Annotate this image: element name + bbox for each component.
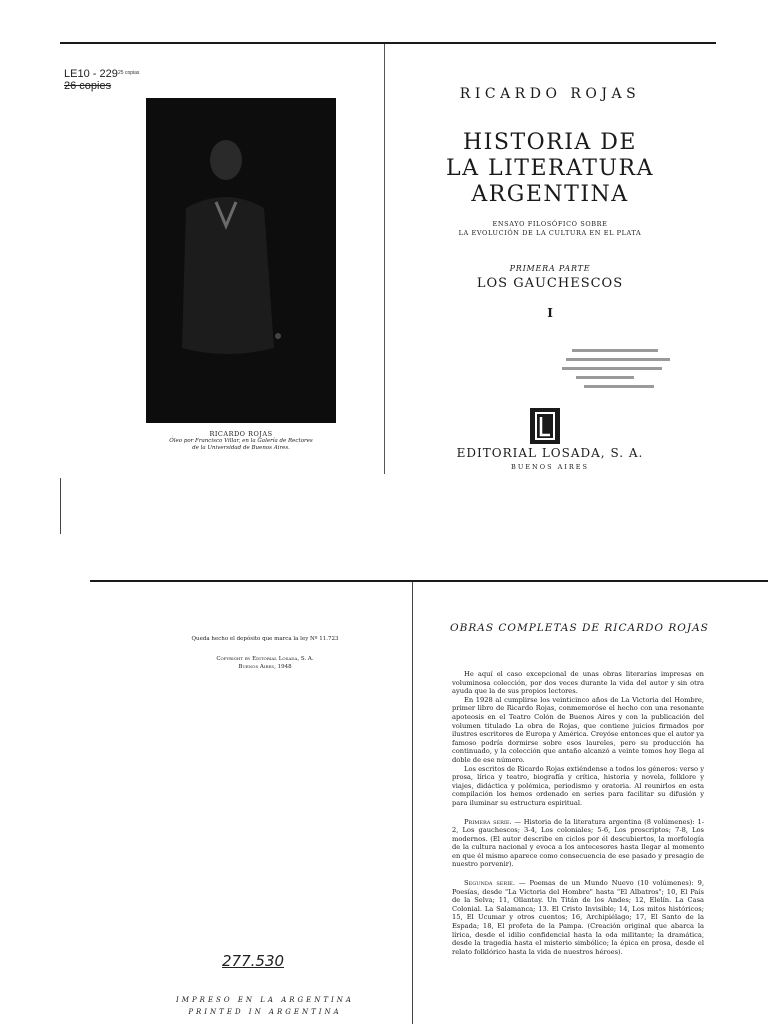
works-paragraph-series-2: Segunda serie. — Poemas de un Mundo Nuevo (10 volúmenes): 9, Poesías, desde "La Victoria del Hombre" hasta "El Albatros"; 10, El País de la Selva; 11, Ollantay. Un Titán de los Andes; 12, Elelín. La Casa Colonial. La Salamanca; 13. El Cristo Invisible; 14, Los mitos históricos; 15, El Ucumar y otros cuentos; 16, Archipiélago; 17, El Santo de la Espada; 18, El profeta de la Pampa. (Creación original que abarca la lírica, desde el idilio confidencial hasta la oda militante; la dramática, desde la tragedia hasta el misterio simbólico; la épica en prosa, desde el relato folklórico hasta la vida de nuestros héroes). bbox=[452, 879, 704, 956]
book-subtitle: ENSAYO FILOSÓFICO SOBRE LA EVOLUCIÓN DE LA CULTURA EN EL PLATA bbox=[458, 220, 642, 237]
portrait-caption-credit: Óleo por Francisco Villar, en la Galería de Rectores de la Universidad de Buenos Aires. bbox=[169, 438, 313, 451]
copies-struck: 26 copies bbox=[64, 80, 112, 92]
copyright-line: Copyright by Editorial Losada, S. A. bbox=[216, 656, 314, 662]
call-number: LE10 - 229 bbox=[64, 68, 118, 80]
bottom-edge-rule bbox=[90, 580, 768, 582]
works-body bbox=[452, 670, 704, 956]
copies-small: 25 copias bbox=[118, 70, 140, 76]
book-title: HISTORIA DE LA LITERATURA ARGENTINA bbox=[446, 130, 654, 207]
part-label: PRIMERA PARTE bbox=[509, 264, 591, 273]
handwritten-accession-number: 277.530 bbox=[222, 952, 285, 970]
top-spread-gutter bbox=[384, 44, 385, 474]
publisher-logo bbox=[530, 408, 560, 444]
portrait-caption-name: RICARDO ROJAS bbox=[209, 430, 273, 438]
works-paragraph: Los escritos de Ricardo Rojas extiéndense a todos los géneros: verso y prosa, lírica y teatro, biografía y crítica, historia y novela, folklore y viajes, didáctica y polémica, periodismo y oratoria. Al reunirlos en esta compilación los hemos ordenado en series para facilitar su difusión y para iluminar su estructura espiritual. bbox=[452, 764, 704, 807]
copyright-place-year: Buenos Aires, 1948 bbox=[238, 664, 292, 670]
top-edge-rule bbox=[60, 42, 716, 44]
volume-number: I bbox=[547, 306, 553, 320]
works-heading: OBRAS COMPLETAS DE RICARDO ROJAS bbox=[450, 622, 709, 634]
left-edge-mark bbox=[60, 478, 61, 534]
series-title: LOS GAUCHESCOS bbox=[476, 276, 624, 291]
author-portrait bbox=[146, 98, 336, 423]
bottom-spread-gutter bbox=[412, 582, 413, 1024]
printed-in-spanish: IMPRESO EN LA ARGENTINA bbox=[176, 996, 354, 1004]
library-stamp bbox=[562, 345, 682, 393]
publisher-city: BUENOS AIRES bbox=[511, 463, 589, 471]
publisher-name: EDITORIAL LOSADA, S. A. bbox=[456, 446, 644, 460]
works-paragraph-series-1: Primera serie. — Historia de la literatura argentina (8 volúmenes): 1-2, Los gauchescos; 3-4, Los coloniales; 5-6, Los proscriptos; 7-8, Los modernos. (El autor describe en ciclos por él descubiertos, la morfología de la cultura nacional y evoca a los antecesores hasta llegar al momento en que él mismo aparece como consecuencia de ese pasado y presagio de nuestro porvenir). bbox=[452, 817, 704, 869]
printed-in-english: PRINTED IN ARGENTINA bbox=[188, 1008, 342, 1016]
portrait-image bbox=[146, 98, 336, 423]
works-paragraph: He aquí el caso excepcional de unas obras literarias impresas en voluminosa colección, por dos veces durante la vida del autor y sin otra ayuda que la de sus propios lectores. bbox=[452, 670, 704, 696]
works-paragraph: En 1928 al cumplirse los veinticinco años de La Victoria del Hombre, primer libro de Ricardo Rojas, conmemoróse el hecho con una resonante apoteosis en el Teatro Colón de Buenos Aires y con la publicación del volumen titulado La obra de Rojas, que contiene juicios firmados por ilustres escritores de Europa y América. Creyóse entonces que el autor ya famoso podría dormirse sobre esos laureles, pero su producción ha continuado, y la colección que antaño alcanzó a veinte tomos hoy llega al doble de ese número. bbox=[452, 695, 704, 764]
catalog-note bbox=[64, 68, 118, 92]
legal-deposit: Queda hecho el depósito que marca la ley Nº 11.723 bbox=[191, 636, 339, 642]
author-name: RICARDO ROJAS bbox=[459, 86, 641, 102]
